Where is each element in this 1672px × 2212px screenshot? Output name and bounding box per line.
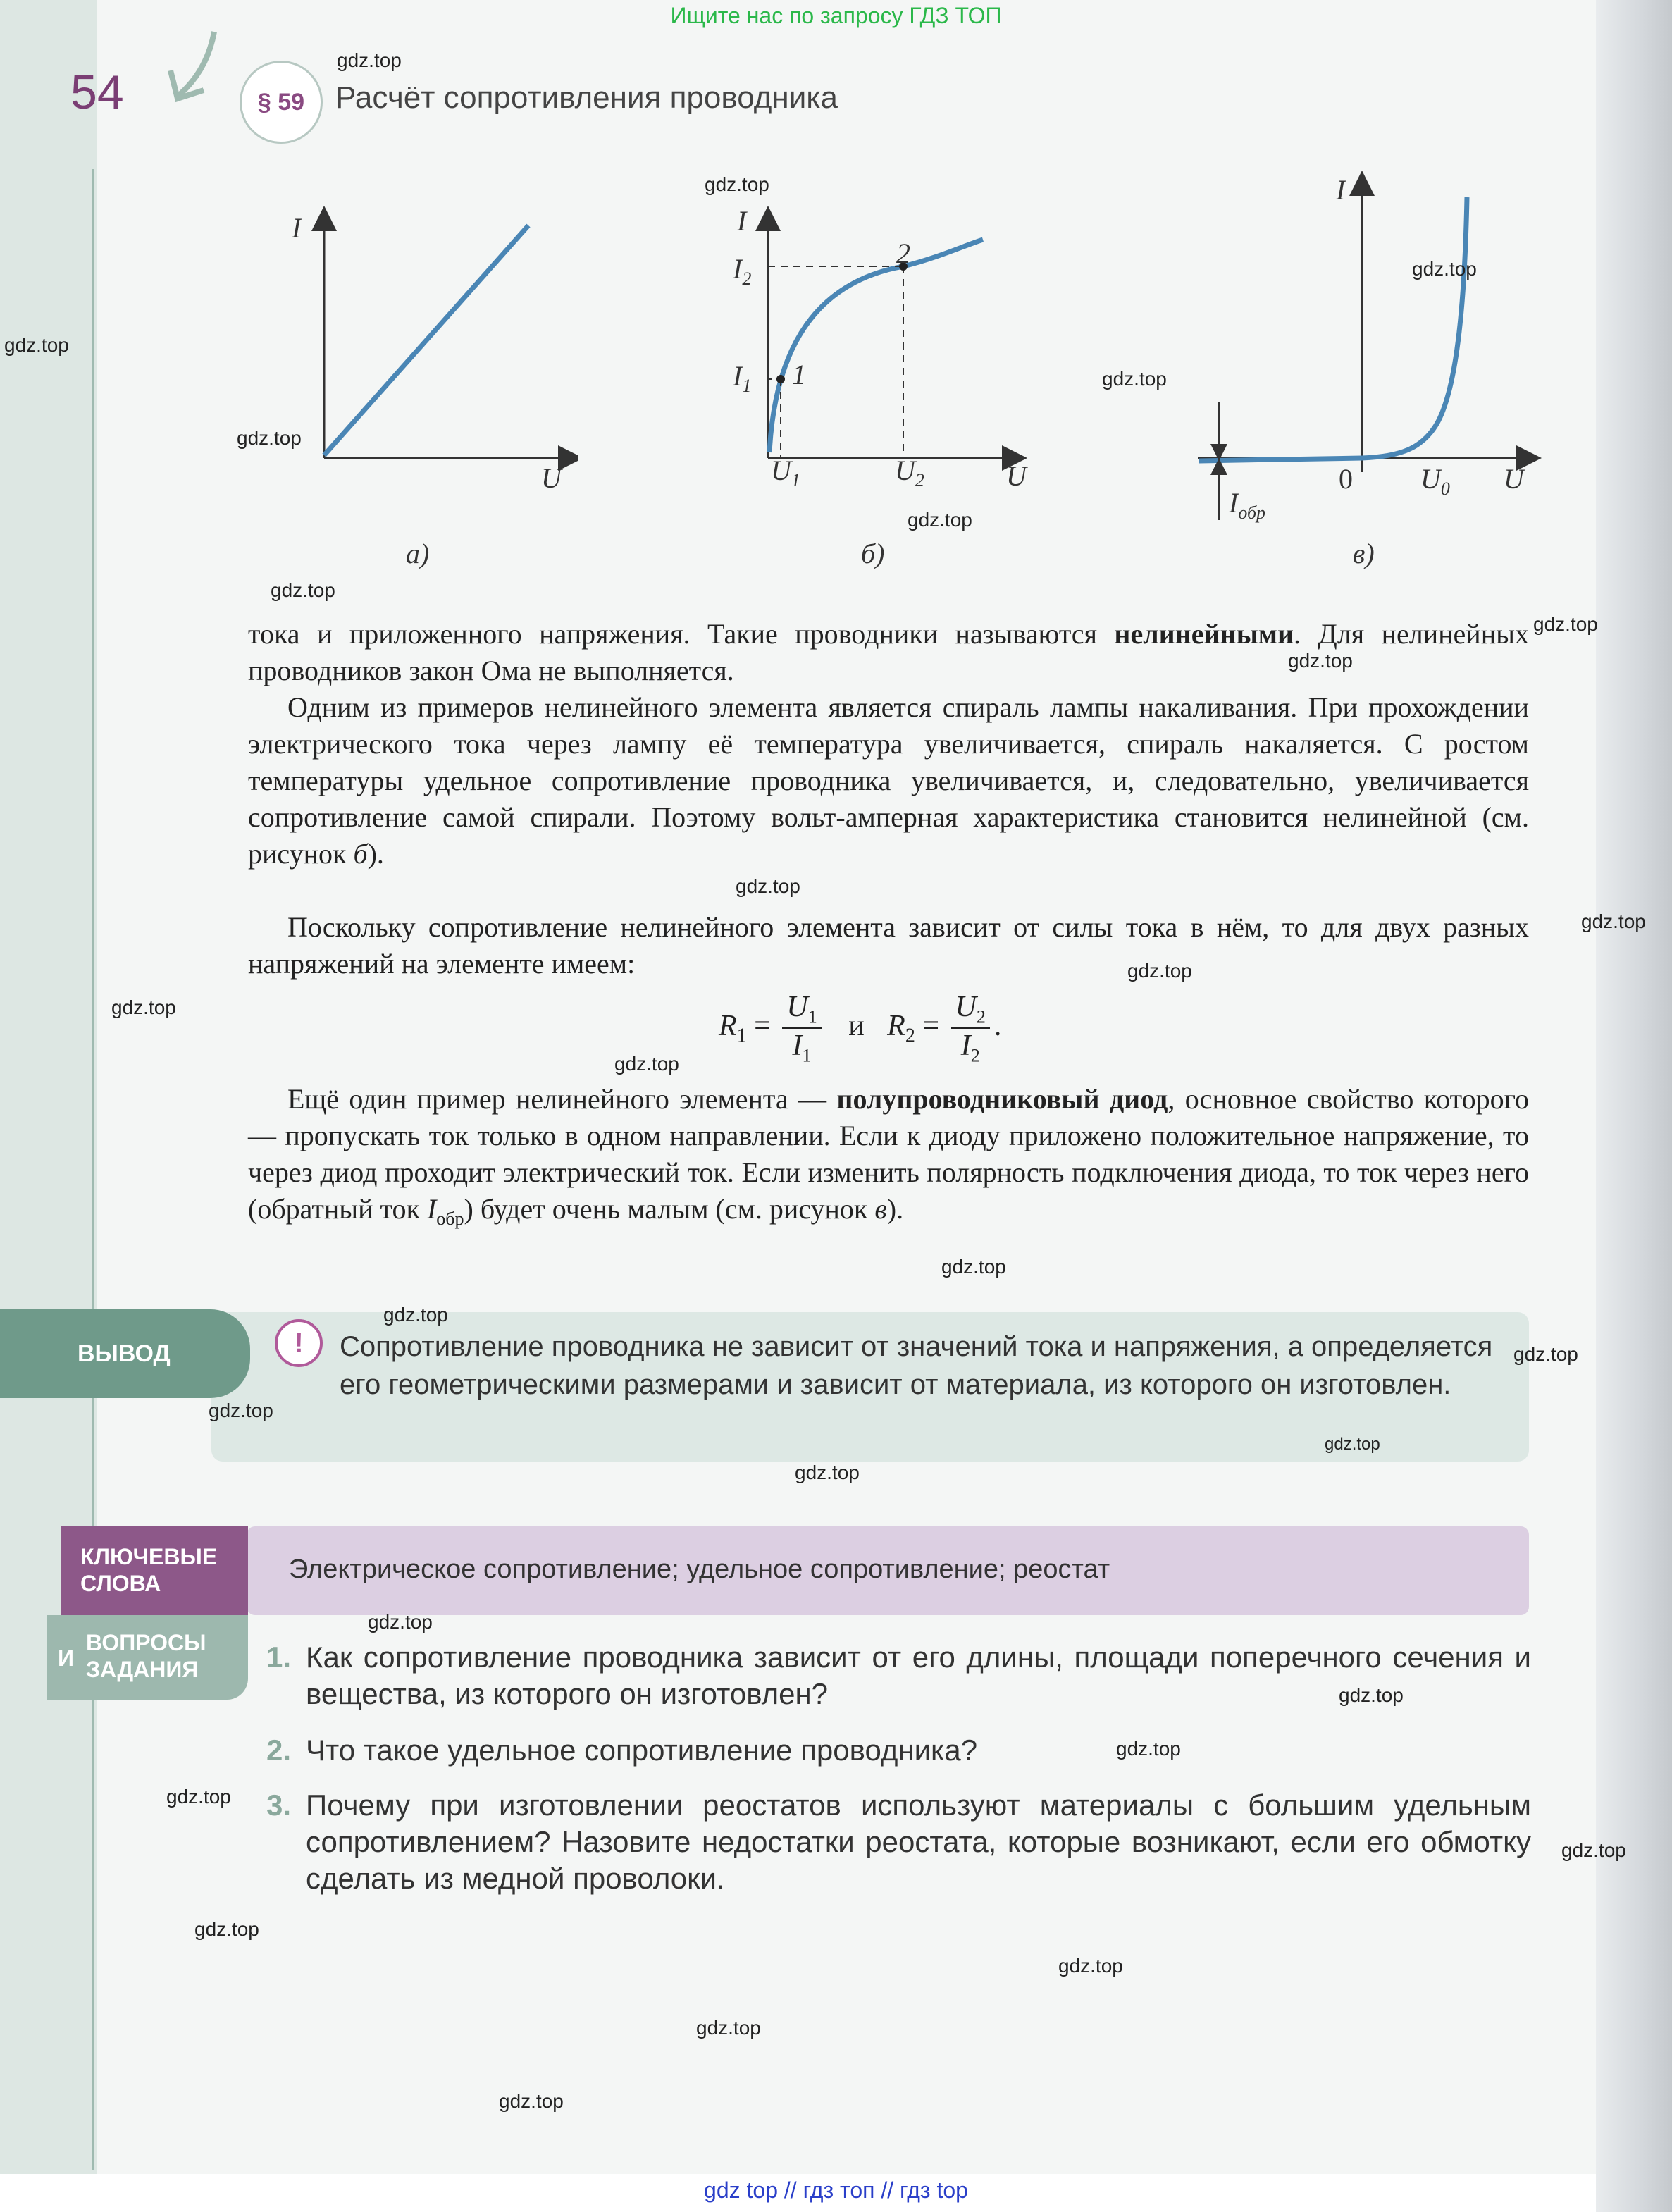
watermark: gdz.top: [1288, 650, 1353, 672]
fig-v-caption: в): [1353, 538, 1375, 569]
watermark: gdz.top: [237, 427, 302, 449]
fig-b-tick-i2: $I_2$: [733, 253, 752, 289]
question-item: 1. Как сопротивление проводника зависит от его длины, площади поперечного сечения и вещества, из которого он изготовлен?: [266, 1641, 1531, 1710]
watermark: gdz.top: [1116, 1738, 1181, 1760]
watermark: gdz.top: [614, 1053, 679, 1075]
fig-a-caption: а): [406, 538, 430, 569]
keywords-tab: КЛЮЧЕВЫЕ СЛОВА: [61, 1526, 248, 1615]
page-number: 54: [70, 66, 124, 119]
fig-b-xlabel: U: [1006, 460, 1027, 492]
watermark: gdz.top: [499, 2090, 564, 2112]
fig-v-origin: 0: [1339, 463, 1353, 495]
fig-b-tick-u1: $U_1$: [771, 455, 800, 490]
fig-v-ylabel: I: [1336, 174, 1346, 206]
fig-v-tick-u0: $U_0$: [1420, 463, 1450, 499]
watermark: gdz.top: [194, 1918, 259, 1940]
section-badge: § 59: [240, 61, 323, 144]
fig-b-point-label-2: 2: [896, 237, 910, 269]
top-banner[interactable]: Ищите нас по запросу ГДЗ ТОП: [670, 3, 1002, 28]
exclamation-icon: !: [275, 1319, 323, 1367]
questions-tab: И ВОПРОСЫ ЗАДАНИЯ: [47, 1615, 248, 1700]
left-margin-band: [0, 0, 97, 2174]
fig-b-tick-u2: $U_2$: [895, 455, 924, 490]
watermark: gdz.top: [111, 996, 176, 1018]
figure-v-diode-graph: [1191, 169, 1543, 536]
watermark: gdz.top: [1561, 1839, 1626, 1861]
watermark: gdz.top: [941, 1256, 1006, 1278]
conclusion-tab: ВЫВОД: [0, 1309, 250, 1398]
nonlinear-series-curve: [769, 240, 983, 452]
book-spine-edge: [1596, 0, 1672, 2212]
figure-a-linear-graph: [282, 204, 578, 514]
watermark: gdz.top: [1127, 960, 1192, 982]
watermark: gdz.top: [1412, 258, 1477, 280]
figure-b-nonlinear-graph: [719, 204, 1043, 514]
fig-a-xlabel: U: [541, 462, 562, 494]
watermark: gdz.top: [337, 49, 402, 71]
bottom-banner[interactable]: gdz top // гдз топ // гдз top: [704, 2177, 968, 2203]
watermark: gdz.top: [1325, 1435, 1380, 1454]
watermark: gdz.top: [4, 334, 69, 356]
watermark: gdz.top: [1533, 613, 1598, 635]
paragraph-3: Поскольку сопротивление нелинейного элемента зависит от силы тока в нём, то для двух разных напряжений на элементе имеем:: [248, 911, 1529, 980]
fig-b-ylabel: I: [737, 205, 747, 237]
paragraph-1: тока и приложенного напряжения. Такие проводники называются нелинейными. Для нелинейных проводников закон Ома не выполняется.: [248, 618, 1529, 686]
fig-a-ylabel: I: [292, 212, 302, 244]
watermark: gdz.top: [908, 509, 972, 531]
watermark: gdz.top: [271, 579, 335, 601]
question-item: 3. Почему при изготовлении реостатов используют материалы с большим удельным сопротивлением? Назовите недостатки реостата, которые возникают, если его обмотку сделать из медной проволоки.: [266, 1788, 1531, 1895]
watermark: gdz.top: [383, 1304, 448, 1326]
question-item: 2. Что такое удельное сопротивление проводника?: [266, 1734, 978, 1767]
watermark: gdz.top: [1058, 1955, 1123, 1977]
fig-b-caption: б): [861, 538, 885, 569]
section-title: Расчёт сопротивления проводника: [335, 80, 838, 115]
watermark: gdz.top: [705, 173, 769, 195]
left-margin-line: [92, 169, 94, 2170]
watermark: gdz.top: [209, 1400, 273, 1421]
watermark: gdz.top: [1102, 368, 1167, 390]
conclusion-text: Сопротивление проводника не зависит от значений тока и напряжения, а определяется его геометрическими размерами и зависит от материала, из которого он изготовлен.: [340, 1331, 1493, 1400]
watermark: gdz.top: [696, 2017, 761, 2039]
point-1: [776, 375, 785, 383]
resistance-formula: $R_1$ = $\frac{U_1}{I_1}$ и $R_2$ = $\frac{U_2}{I_2}$ .: [719, 991, 1002, 1066]
paragraph-4: Ещё один пример нелинейного элемента — полупроводниковый диод, основное свойство которого — пропускать ток только в одном направлении. Если к диоду приложено положительное напряжение, то через диод проходит электрический ток. Если изменить полярность подключения диода, то ток через него (обратный ток $I_{обр}$) будет очень малым (см. рисунок в).: [248, 1083, 1529, 1229]
watermark: gdz.top: [736, 875, 800, 897]
fig-v-xlabel: U: [1504, 463, 1524, 495]
watermark: gdz.top: [1339, 1684, 1404, 1706]
paragraph-2: Одним из примеров нелинейного элемента является спираль лампы накаливания. При прохождении электрического тока через лампу её температура увеличивается, спираль накаляется. С ростом температуры удельное сопротивление проводника увеличивается, и, следовательно, увеличивается сопротивление самой спирали. Поэтому вольт-амперная характеристика становится нелинейной (см. рисунок б).: [248, 691, 1529, 870]
fig-v-annotation-i-obr: $I_{обр}$: [1229, 487, 1266, 523]
watermark: gdz.top: [1513, 1343, 1578, 1365]
decorative-arrow-icon: [158, 28, 228, 113]
diode-series-curve: [1199, 197, 1467, 461]
watermark: gdz.top: [1581, 910, 1646, 932]
watermark: gdz.top: [166, 1786, 231, 1808]
fig-b-point-label-1: 1: [792, 359, 806, 390]
watermark: gdz.top: [795, 1462, 860, 1483]
fig-b-tick-i1: $I_1$: [733, 360, 752, 396]
keywords-text: Электрическое сопротивление; удельное сопротивление; реостат: [289, 1555, 1110, 1584]
watermark: gdz.top: [368, 1611, 433, 1633]
linear-series-line: [324, 225, 528, 455]
